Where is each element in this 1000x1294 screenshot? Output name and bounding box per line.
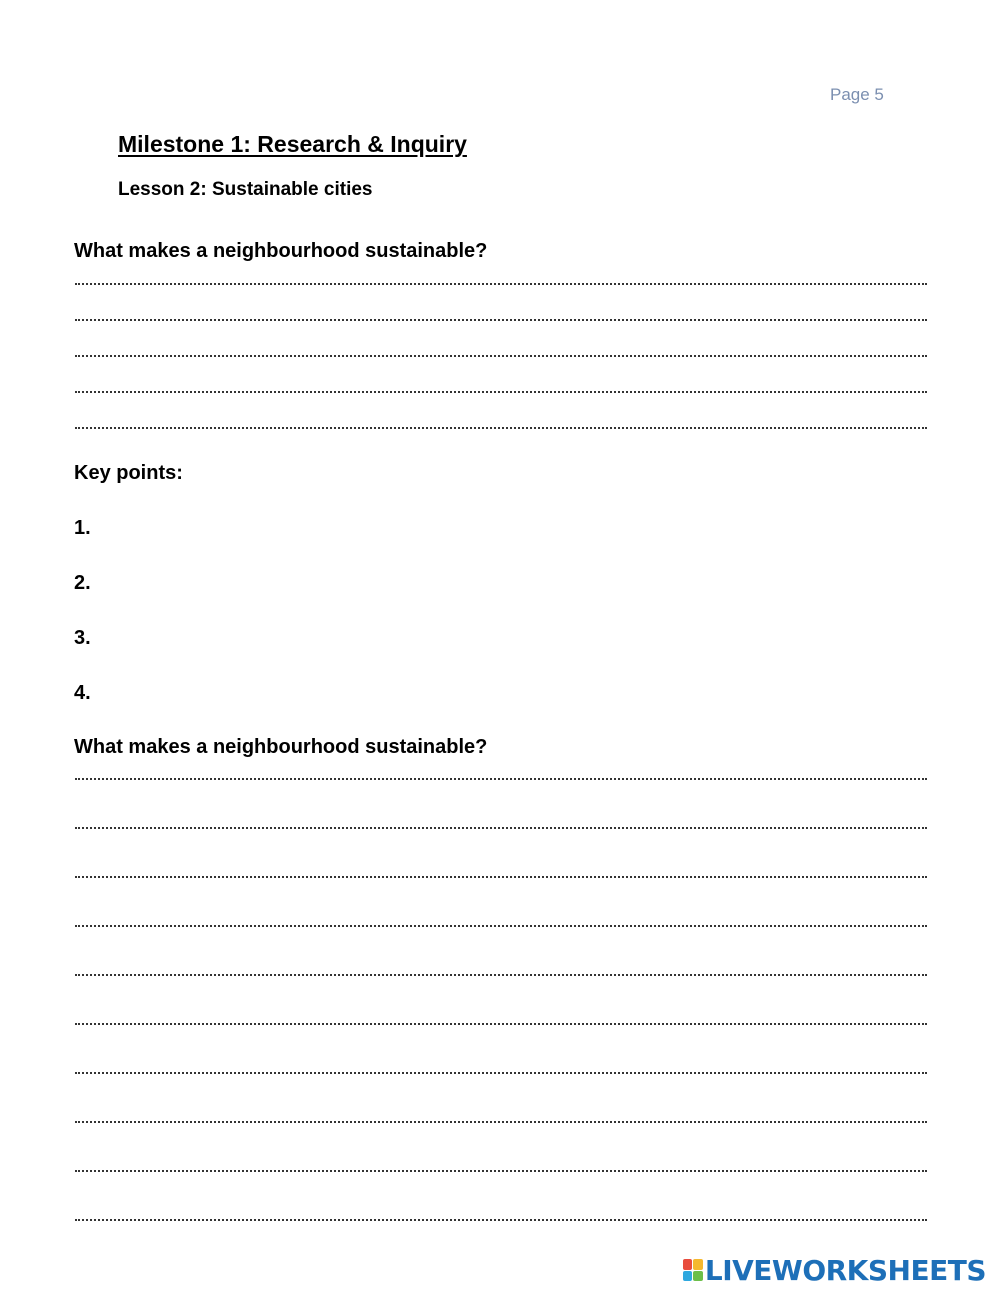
answer-line[interactable] <box>75 827 927 829</box>
answer-line[interactable] <box>75 778 927 780</box>
answer-line[interactable] <box>75 1023 927 1025</box>
answer-line[interactable] <box>75 1170 927 1172</box>
key-points-heading: Key points: <box>74 462 183 484</box>
key-point-number: 3. <box>74 627 91 649</box>
milestone-title: Milestone 1: Research & Inquiry <box>118 131 467 157</box>
key-point-number: 1. <box>74 517 91 539</box>
question-2: What makes a neighbourhood sustainable? <box>74 736 488 758</box>
logo-block <box>683 1259 693 1270</box>
answer-line[interactable] <box>75 1219 927 1221</box>
answer-line[interactable] <box>75 925 927 927</box>
page-number: Page 5 <box>830 85 884 104</box>
answer-line[interactable] <box>75 974 927 976</box>
answer-line[interactable] <box>75 283 927 285</box>
lesson-title: Lesson 2: Sustainable cities <box>118 179 373 200</box>
liveworksheets-mark-icon <box>683 1259 703 1281</box>
logo-text: LIVEWORKSHEETS <box>704 1253 986 1287</box>
answer-line[interactable] <box>75 319 927 321</box>
answer-line[interactable] <box>75 1072 927 1074</box>
answer-line[interactable] <box>75 876 927 878</box>
liveworksheets-logo <box>683 1253 986 1287</box>
logo-block <box>693 1271 703 1282</box>
answer-line[interactable] <box>75 1121 927 1123</box>
question-1: What makes a neighbourhood sustainable? <box>74 240 488 262</box>
answer-line[interactable] <box>75 391 927 393</box>
logo-block <box>683 1271 693 1282</box>
answer-line[interactable] <box>75 427 927 429</box>
key-point-number: 4. <box>74 682 91 704</box>
answer-line[interactable] <box>75 355 927 357</box>
key-point-number: 2. <box>74 572 91 594</box>
logo-block <box>693 1259 703 1270</box>
